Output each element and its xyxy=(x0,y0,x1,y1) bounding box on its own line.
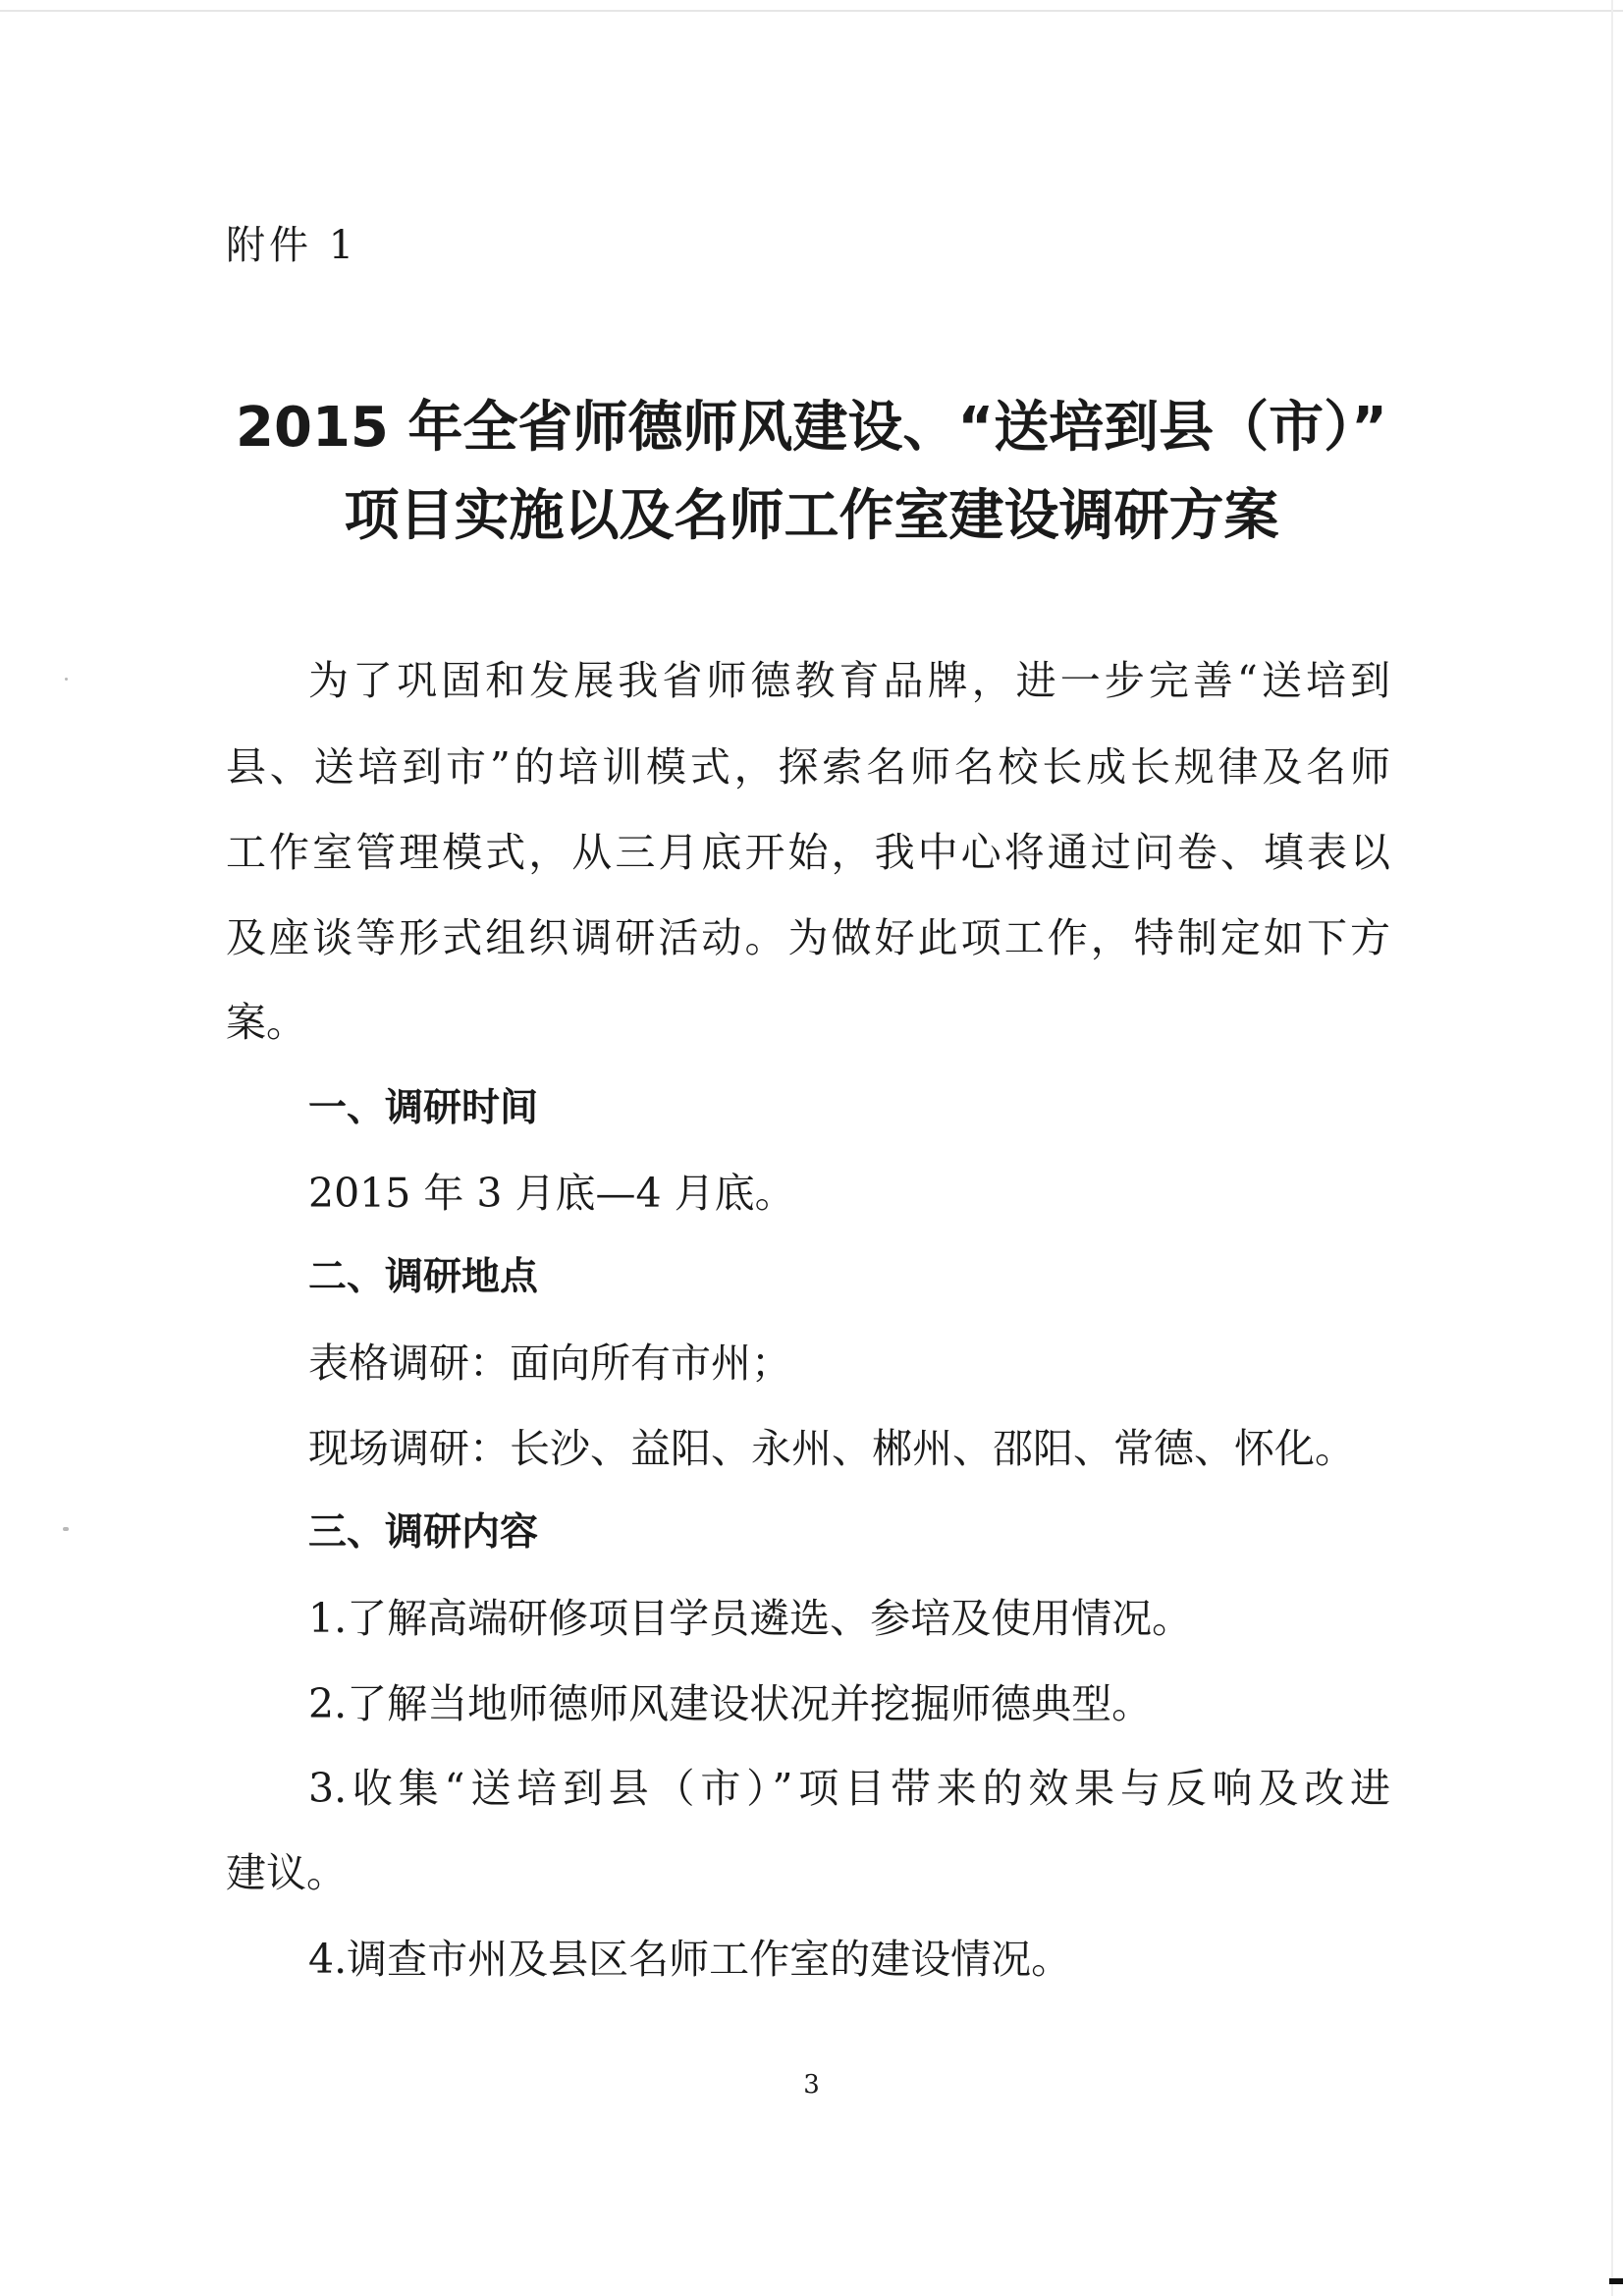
page-number: 3 xyxy=(803,2070,820,2100)
content-item-3: 3.收集“送培到县（市）”项目带来的效果与反响及改进 xyxy=(308,1765,1390,1812)
section-heading-content: 三、调研内容 xyxy=(308,1510,539,1555)
section-text-time: 2015 年 3 月底—4 月底。 xyxy=(308,1170,795,1217)
content-item-2: 2.了解当地师德师风建设状况并挖掘师德典型。 xyxy=(308,1680,1153,1727)
section-heading-time: 一、调研时间 xyxy=(308,1086,539,1130)
content-item-3-continued: 建议。 xyxy=(226,1849,347,1896)
scan-speck xyxy=(63,1527,69,1531)
intro-line-3: 工作室管理模式，从三月底开始，我中心将通过问卷、填表以 xyxy=(226,829,1390,876)
content-item-4: 4.调查市州及县区名师工作室的建设情况。 xyxy=(308,1936,1072,1983)
intro-line-5: 案。 xyxy=(226,999,306,1046)
intro-line-2: 县、送培到市”的培训模式，探索名师名校长成长规律及名师 xyxy=(226,743,1390,791)
scan-speck xyxy=(65,678,68,681)
intro-line-4: 及座谈等形式组织调研活动。为做好此项工作，特制定如下方 xyxy=(226,914,1390,961)
document-title-line-1: 2015 年全省师德师风建设、“送培到县（市）” xyxy=(236,396,1387,460)
location-line-2: 现场调研：长沙、益阳、永州、郴州、邵阳、常德、怀化。 xyxy=(308,1425,1355,1472)
content-item-1: 1.了解高端研修项目学员遴选、参培及使用情况。 xyxy=(308,1595,1193,1642)
scan-top-edge xyxy=(0,10,1623,12)
document-title-line-2: 项目实施以及名师工作室建设调研方案 xyxy=(344,484,1279,548)
location-line-1: 表格调研：面向所有市州； xyxy=(308,1339,791,1387)
corner-mark xyxy=(1609,2278,1623,2284)
intro-line-1: 为了巩固和发展我省师德教育品牌，进一步完善“送培到 xyxy=(308,657,1390,704)
attachment-label: 附件 1 xyxy=(226,223,358,268)
scan-right-edge xyxy=(1611,0,1613,2296)
section-heading-location: 二、调研地点 xyxy=(308,1255,539,1299)
